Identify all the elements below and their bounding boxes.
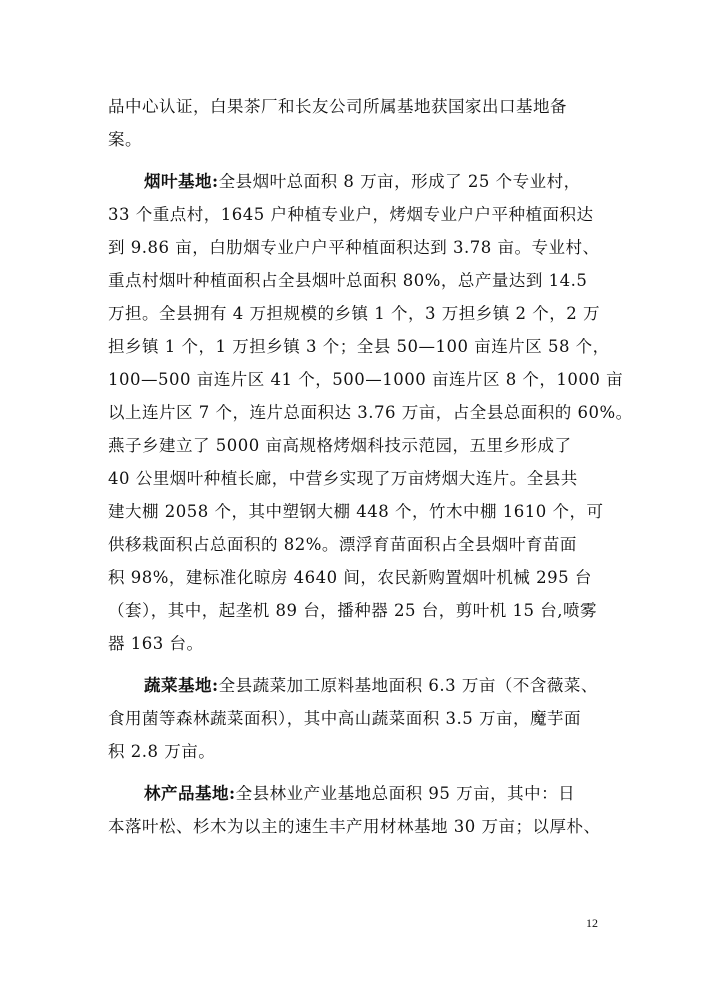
paragraph-first-line [108, 777, 628, 810]
text-line: 积 2.8 万亩。 [108, 742, 216, 761]
text-line: 案。 [108, 130, 142, 149]
document-body [108, 90, 633, 843]
text-line: （套），其中，起垄机 89 台，播种器 25 台，剪叶机 15 台,喷雾 [108, 601, 597, 620]
text-line: 建大棚 2058 个，其中塑钢大棚 448 个，竹木中棚 1610 个，可 [108, 502, 604, 521]
text-line: 本落叶松、杉木为以主的速生丰产用材林基地 30 万亩；以厚朴、 [108, 817, 601, 836]
text-line: 到 9.86 亩，白肋烟专业户户平种植面积达到 3.78 亩。专业村、 [108, 238, 600, 257]
page-number: 12 [586, 916, 598, 930]
text-segment: 全县林业产业基地总面积 95 万亩，其中：日 [235, 784, 576, 803]
text-line: 积 98%，建标准化晾房 4640 间，农民新购置烟叶机械 295 台 [108, 568, 592, 587]
text-line: 品中心认证，白果茶厂和长友公司所属基地获国家出口基地备 [108, 97, 567, 116]
section-heading-forest: 林产品基地: [144, 784, 236, 803]
text-line: 器 163 台。 [108, 634, 204, 653]
text-segment: 全县烟叶总面积 8 万亩，形成了 25 个专业村， [218, 172, 581, 191]
text-segment: 全县蔬菜加工原料基地面积 6.3 万亩（不含薇菜、 [218, 676, 598, 695]
section-heading-vegetable: 蔬菜基地: [144, 676, 219, 695]
text-line: 燕子乡建立了 5000 亩高规格烤烟科技示范园，五里乡形成了 [108, 436, 572, 455]
text-line: 担乡镇 1 个，1 万担乡镇 3 个；全县 50—100 亩连片区 58 个， [108, 337, 610, 356]
text-line: 40 公里烟叶种植长廊，中营乡实现了万亩烤烟大连片。全县共 [108, 469, 578, 488]
paragraph-first-line [108, 165, 628, 198]
text-line: 以上连片区 7 个，连片总面积达 3.76 万亩，占全县总面积的 60%。 [108, 403, 633, 422]
text-line: 万担。全县拥有 4 万担规模的乡镇 1 个，3 万担乡镇 2 个，2 万 [108, 304, 600, 323]
text-line: 重点村烟叶种植面积占全县烟叶总面积 80%，总产量达到 14.5 [108, 271, 588, 290]
text-line: 33 个重点村，1645 户种植专业户，烤烟专业户户平种植面积达 [108, 205, 594, 224]
paragraph-first-line [108, 669, 628, 702]
text-line: 100—500 亩连片区 41 个，500—1000 亩连片区 8 个，1000 亩 [108, 370, 624, 389]
text-line: 食用菌等森林蔬菜面积），其中高山蔬菜面积 3.5 万亩，魔芋面 [108, 709, 581, 728]
section-heading-tobacco: 烟叶基地: [144, 172, 219, 191]
text-line: 供移栽面积占总面积的 82%。漂浮育苗面积占全县烟叶育苗面 [108, 535, 577, 554]
